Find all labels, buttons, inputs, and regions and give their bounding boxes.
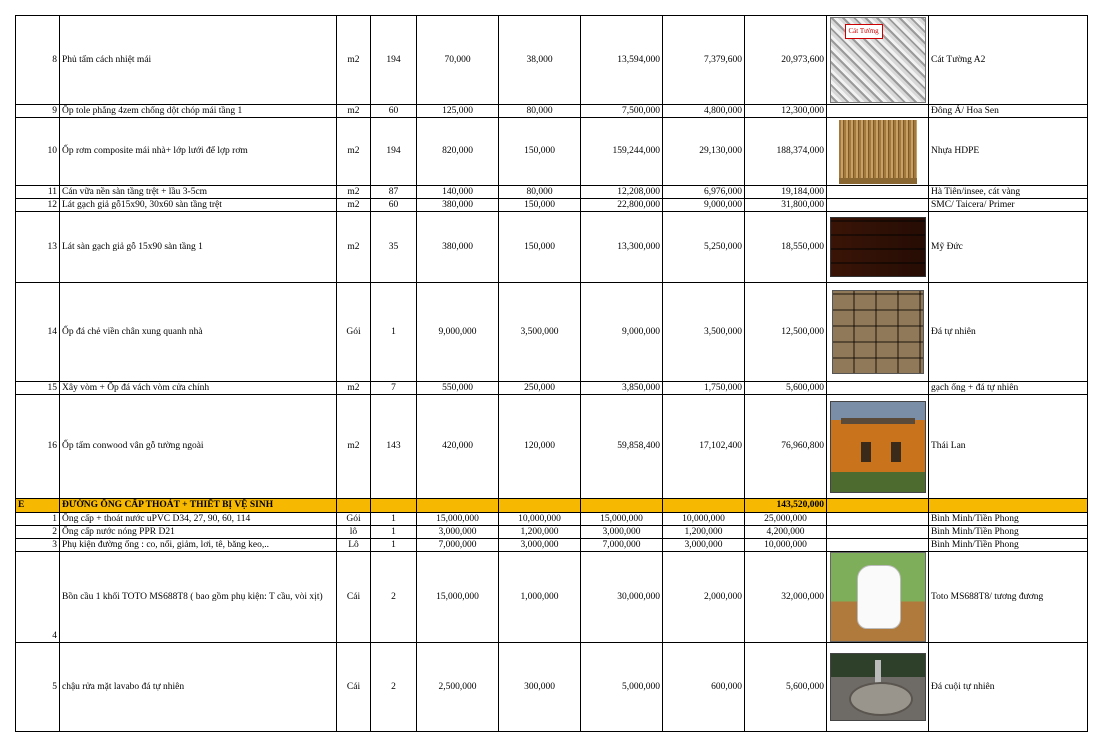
brand: Thái Lan — [929, 395, 1088, 499]
unit: Cái — [337, 643, 371, 732]
quantity: 194 — [371, 16, 417, 105]
total-material: 5,000,000 — [581, 643, 663, 732]
unit-price-material: 9,000,000 — [417, 283, 499, 382]
total-material: 9,000,000 — [581, 283, 663, 382]
unit: m2 — [337, 186, 371, 199]
total-material: 3,850,000 — [581, 382, 663, 395]
unit: m2 — [337, 105, 371, 118]
grand-total: 19,184,000 — [745, 186, 827, 199]
brand: Đá tự nhiên — [929, 283, 1088, 382]
unit-price-labor: 250,000 — [499, 382, 581, 395]
unit-price-material: 380,000 — [417, 199, 499, 212]
total-labor: 10,000,000 — [663, 513, 745, 526]
total-labor: 29,130,000 — [663, 118, 745, 186]
product-image — [827, 212, 929, 283]
toilet-image — [830, 552, 926, 642]
total-material: 7,000,000 — [581, 539, 663, 552]
cost-estimate-table — [15, 15, 1088, 732]
item-name: Ốp rơm composite mái nhà+ lớp lưới để lợp rơm — [60, 118, 337, 186]
item-name: Phủ tấm cách nhiệt mái — [60, 16, 337, 105]
grand-total: 32,000,000 — [745, 552, 827, 643]
unit-price-labor: 38,000 — [499, 16, 581, 105]
total-labor: 9,000,000 — [663, 199, 745, 212]
row-number: 11 — [16, 186, 60, 199]
quantity: 2 — [371, 552, 417, 643]
row-number: 8 — [16, 16, 60, 105]
row-number: 5 — [16, 643, 60, 732]
row-number: 9 — [16, 105, 60, 118]
total-labor: 600,000 — [663, 643, 745, 732]
grand-total: 10,000,000 — [745, 539, 827, 552]
row-number: 2 — [16, 526, 60, 539]
composite-thatch-image — [839, 120, 917, 184]
unit: m2 — [337, 395, 371, 499]
product-image — [827, 105, 929, 118]
unit-price-material: 380,000 — [417, 212, 499, 283]
section-header-row — [16, 499, 1088, 513]
brand: Bình Minh/Tiền Phong — [929, 539, 1088, 552]
product-image — [827, 513, 929, 526]
grand-total: 5,600,000 — [745, 643, 827, 732]
section-cell — [371, 499, 417, 513]
unit-price-labor: 150,000 — [499, 118, 581, 186]
product-image — [827, 526, 929, 539]
grand-total: 5,600,000 — [745, 382, 827, 395]
unit-price-labor: 3,000,000 — [499, 539, 581, 552]
total-labor: 1,200,000 — [663, 526, 745, 539]
product-image — [827, 643, 929, 732]
brand: Bình Minh/Tiền Phong — [929, 526, 1088, 539]
total-labor: 2,000,000 — [663, 552, 745, 643]
brand: SMC/ Taicera/ Primer — [929, 199, 1088, 212]
table-row — [16, 382, 1088, 395]
table-row — [16, 552, 1088, 643]
section-title: ĐƯỜNG ỐNG CẤP THOÁT + THIẾT BỊ VỆ SINH — [60, 499, 337, 513]
section-code: E — [16, 499, 60, 513]
unit-price-material: 420,000 — [417, 395, 499, 499]
quantity: 1 — [371, 513, 417, 526]
table-row — [16, 16, 1088, 105]
product-image — [827, 118, 929, 186]
table-row — [16, 105, 1088, 118]
grand-total: 20,973,600 — [745, 16, 827, 105]
product-image — [827, 186, 929, 199]
total-labor: 1,750,000 — [663, 382, 745, 395]
unit-price-labor: 300,000 — [499, 643, 581, 732]
unit: m2 — [337, 118, 371, 186]
product-image — [827, 16, 929, 105]
grand-total: 18,550,000 — [745, 212, 827, 283]
quantity: 1 — [371, 539, 417, 552]
stone-basin-image — [830, 653, 926, 721]
product-image — [827, 395, 929, 499]
total-material: 12,208,000 — [581, 186, 663, 199]
unit-price-labor: 3,500,000 — [499, 283, 581, 382]
section-cell — [499, 499, 581, 513]
unit-price-material: 3,000,000 — [417, 526, 499, 539]
item-name: Xây vòm + Ốp đá vách vòm cửa chính — [60, 382, 337, 395]
unit-price-labor: 150,000 — [499, 199, 581, 212]
unit-price-material: 70,000 — [417, 16, 499, 105]
unit: m2 — [337, 382, 371, 395]
brand: Nhựa HDPE — [929, 118, 1088, 186]
section-cell — [581, 499, 663, 513]
item-name: chậu rửa mặt lavabo đá tự nhiên — [60, 643, 337, 732]
quantity: 194 — [371, 118, 417, 186]
unit-price-material: 550,000 — [417, 382, 499, 395]
total-material: 13,594,000 — [581, 16, 663, 105]
brand: Mỹ Đức — [929, 212, 1088, 283]
unit: m2 — [337, 199, 371, 212]
unit: m2 — [337, 212, 371, 283]
table-row — [16, 643, 1088, 732]
table-row — [16, 212, 1088, 283]
item-name: Ốp tấm conwood vân gỗ tường ngoài — [60, 395, 337, 499]
unit-price-material: 15,000,000 — [417, 513, 499, 526]
unit-price-material: 820,000 — [417, 118, 499, 186]
unit-price-labor: 120,000 — [499, 395, 581, 499]
brand: Hà Tiên/insee, cát vàng — [929, 186, 1088, 199]
row-number: 10 — [16, 118, 60, 186]
brand: Đá cuội tự nhiên — [929, 643, 1088, 732]
total-labor: 7,379,600 — [663, 16, 745, 105]
total-labor: 4,800,000 — [663, 105, 745, 118]
unit-price-material: 140,000 — [417, 186, 499, 199]
unit: Cái — [337, 552, 371, 643]
unit-price-labor: 150,000 — [499, 212, 581, 283]
grand-total: 4,200,000 — [745, 526, 827, 539]
unit: Gói — [337, 283, 371, 382]
grand-total: 76,960,800 — [745, 395, 827, 499]
row-number: 4 — [16, 552, 60, 643]
item-name: Lát gạch giả gỗ15x90, 30x60 sàn tầng trệt — [60, 199, 337, 212]
quantity: 60 — [371, 105, 417, 118]
item-name: Ống cấp nước nóng PPR D21 — [60, 526, 337, 539]
table-row — [16, 526, 1088, 539]
brand: Bình Minh/Tiền Phong — [929, 513, 1088, 526]
table-row — [16, 118, 1088, 186]
total-material: 159,244,000 — [581, 118, 663, 186]
total-material: 13,300,000 — [581, 212, 663, 283]
brand: Toto MS688T8/ tương đương — [929, 552, 1088, 643]
item-name: Phụ kiện đường ống : co, nối, giảm, lơi, tê, băng keo,.. — [60, 539, 337, 552]
wood-tile-image — [830, 217, 926, 277]
product-image — [827, 283, 929, 382]
unit-price-labor: 10,000,000 — [499, 513, 581, 526]
section-cell — [337, 499, 371, 513]
quantity: 143 — [371, 395, 417, 499]
unit-price-labor: 1,200,000 — [499, 526, 581, 539]
quantity: 2 — [371, 643, 417, 732]
unit-price-material: 2,500,000 — [417, 643, 499, 732]
quantity: 60 — [371, 199, 417, 212]
table-row — [16, 283, 1088, 382]
total-material: 7,500,000 — [581, 105, 663, 118]
unit-price-material: 15,000,000 — [417, 552, 499, 643]
total-labor: 6,976,000 — [663, 186, 745, 199]
table-row — [16, 539, 1088, 552]
section-cell — [929, 499, 1088, 513]
total-labor: 17,102,400 — [663, 395, 745, 499]
grand-total: 188,374,000 — [745, 118, 827, 186]
grand-total: 12,500,000 — [745, 283, 827, 382]
table-row — [16, 513, 1088, 526]
unit-price-material: 7,000,000 — [417, 539, 499, 552]
item-name: Cán vữa nền sàn tầng trệt + lầu 3-5cm — [60, 186, 337, 199]
conwood-house-image — [830, 401, 926, 493]
section-cell — [827, 499, 929, 513]
brand: Cát Tường A2 — [929, 16, 1088, 105]
grand-total: 31,800,000 — [745, 199, 827, 212]
total-labor: 5,250,000 — [663, 212, 745, 283]
row-number: 12 — [16, 199, 60, 212]
row-number: 13 — [16, 212, 60, 283]
quantity: 87 — [371, 186, 417, 199]
quantity: 7 — [371, 382, 417, 395]
section-total: 143,520,000 — [745, 499, 827, 513]
product-image — [827, 382, 929, 395]
brand: gạch ống + đá tự nhiên — [929, 382, 1088, 395]
total-material: 22,800,000 — [581, 199, 663, 212]
product-image — [827, 552, 929, 643]
row-number: 14 — [16, 283, 60, 382]
quantity: 1 — [371, 526, 417, 539]
item-name: Bồn cầu 1 khối TOTO MS688T8 ( bao gồm phụ kiện: T cầu, vòi xịt) — [60, 552, 337, 643]
grand-total: 25,000,000 — [745, 513, 827, 526]
unit-price-labor: 1,000,000 — [499, 552, 581, 643]
quantity: 1 — [371, 283, 417, 382]
table-row — [16, 186, 1088, 199]
item-name: Ốp đá chẻ viền chân xung quanh nhà — [60, 283, 337, 382]
row-number: 1 — [16, 513, 60, 526]
total-labor: 3,500,000 — [663, 283, 745, 382]
item-name: Ống cấp + thoát nước uPVC D34, 27, 90, 60, 114 — [60, 513, 337, 526]
grand-total: 12,300,000 — [745, 105, 827, 118]
unit: Lô — [337, 539, 371, 552]
unit: lô — [337, 526, 371, 539]
total-material: 30,000,000 — [581, 552, 663, 643]
total-material: 3,000,000 — [581, 526, 663, 539]
brand: Đông Á/ Hoa Sen — [929, 105, 1088, 118]
item-name: Ốp tole phẳng 4zem chống dột chóp mái tầng 1 — [60, 105, 337, 118]
unit-price-labor: 80,000 — [499, 105, 581, 118]
table-row — [16, 199, 1088, 212]
roof-insulation-image: Cát Tường — [830, 17, 926, 103]
unit: Gói — [337, 513, 371, 526]
section-cell — [417, 499, 499, 513]
total-labor: 3,000,000 — [663, 539, 745, 552]
quantity: 35 — [371, 212, 417, 283]
product-image — [827, 539, 929, 552]
unit-price-material: 125,000 — [417, 105, 499, 118]
split-stone-image — [832, 290, 924, 374]
product-image — [827, 199, 929, 212]
unit-price-labor: 80,000 — [499, 186, 581, 199]
total-material: 59,858,400 — [581, 395, 663, 499]
row-number: 15 — [16, 382, 60, 395]
unit: m2 — [337, 16, 371, 105]
total-material: 15,000,000 — [581, 513, 663, 526]
row-number: 3 — [16, 539, 60, 552]
section-cell — [663, 499, 745, 513]
table-row — [16, 395, 1088, 499]
item-name: Lát sàn gạch giả gỗ 15x90 sàn tầng 1 — [60, 212, 337, 283]
row-number: 16 — [16, 395, 60, 499]
